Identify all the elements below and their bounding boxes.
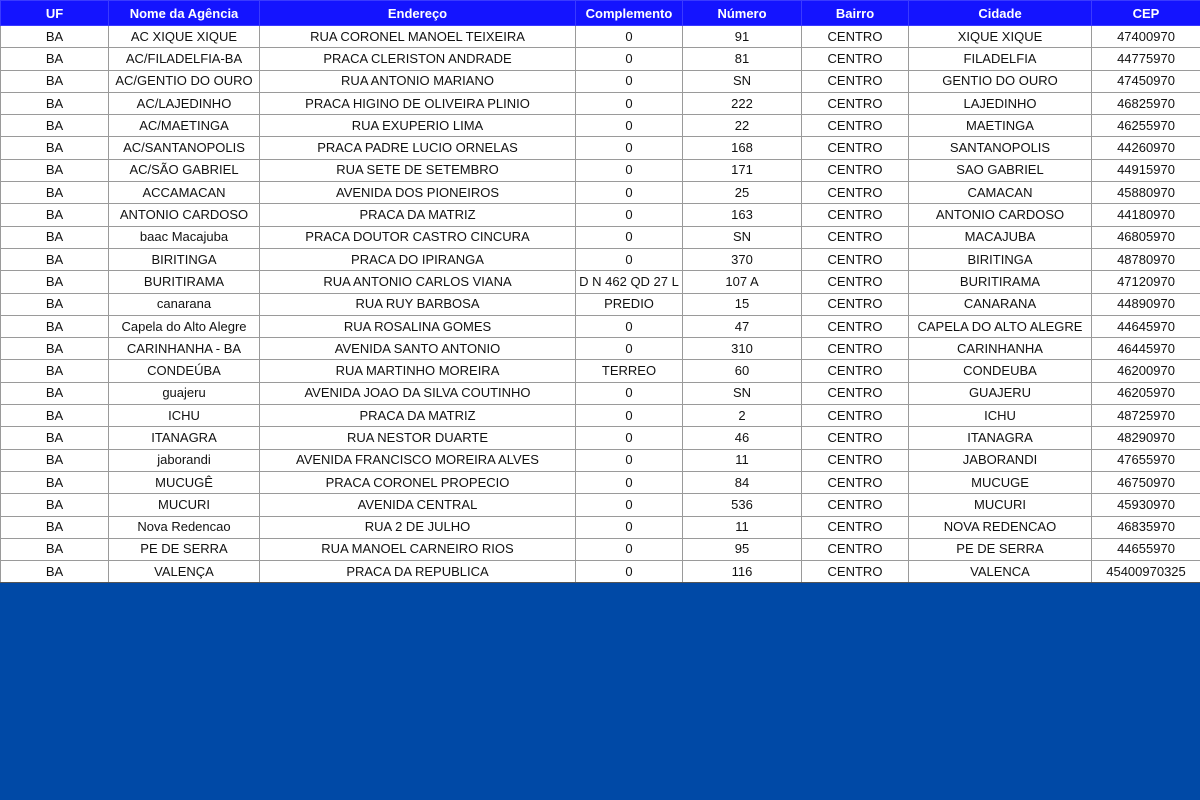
uf-cell[interactable]: BA [1, 315, 109, 337]
complement-cell[interactable]: 0 [576, 315, 683, 337]
complement-cell[interactable]: 0 [576, 516, 683, 538]
number-cell[interactable]: 22 [683, 115, 802, 137]
complement-cell[interactable]: 0 [576, 382, 683, 404]
complement-cell[interactable]: 0 [576, 538, 683, 560]
agency-name-cell[interactable]: BIRITINGA [109, 248, 260, 270]
city-cell[interactable]: MUCUGE [909, 471, 1092, 493]
city-cell[interactable]: ICHU [909, 405, 1092, 427]
number-cell[interactable]: 116 [683, 561, 802, 583]
agency-name-cell[interactable]: jaborandi [109, 449, 260, 471]
number-cell[interactable]: 163 [683, 204, 802, 226]
cep-cell[interactable]: 47450970 [1092, 70, 1200, 92]
cep-cell[interactable]: 46750970 [1092, 471, 1200, 493]
table-row [1, 516, 1200, 538]
uf-cell[interactable]: BA [1, 338, 109, 360]
address-cell[interactable]: PRACA PADRE LUCIO ORNELAS [260, 137, 576, 159]
empty-blue-area [0, 584, 1200, 800]
complement-cell[interactable]: 0 [576, 204, 683, 226]
city-cell[interactable]: XIQUE XIQUE [909, 26, 1092, 48]
neighborhood-cell[interactable]: CENTRO [802, 516, 909, 538]
city-cell[interactable]: CANARANA [909, 293, 1092, 315]
neighborhood-cell[interactable]: CENTRO [802, 405, 909, 427]
complement-cell[interactable]: PREDIO [576, 293, 683, 315]
complement-cell[interactable]: 0 [576, 137, 683, 159]
table-row [1, 293, 1200, 315]
table-body [1, 26, 1200, 583]
city-cell[interactable]: FILADELFIA [909, 48, 1092, 70]
address-cell[interactable]: AVENIDA JOAO DA SILVA COUTINHO [260, 382, 576, 404]
cep-cell[interactable]: 44180970 [1092, 204, 1200, 226]
number-cell[interactable]: 91 [683, 26, 802, 48]
cep-cell[interactable]: 45880970 [1092, 182, 1200, 204]
agency-name-cell[interactable]: guajeru [109, 382, 260, 404]
address-cell[interactable]: AVENIDA SANTO ANTONIO [260, 338, 576, 360]
city-cell[interactable]: MACAJUBA [909, 226, 1092, 248]
table-row [1, 159, 1200, 181]
table-row [1, 26, 1200, 48]
address-cell[interactable]: RUA ANTONIO MARIANO [260, 70, 576, 92]
city-cell[interactable]: BURITIRAMA [909, 271, 1092, 293]
uf-cell[interactable]: BA [1, 159, 109, 181]
uf-cell[interactable]: BA [1, 137, 109, 159]
header-uf[interactable]: UF [1, 1, 109, 26]
table-row [1, 315, 1200, 337]
complement-cell[interactable]: 0 [576, 48, 683, 70]
address-cell[interactable]: RUA MARTINHO MOREIRA [260, 360, 576, 382]
number-cell[interactable]: 11 [683, 516, 802, 538]
header-agency-name[interactable]: Nome da Agência [109, 1, 260, 26]
neighborhood-cell[interactable]: CENTRO [802, 338, 909, 360]
neighborhood-cell[interactable]: CENTRO [802, 494, 909, 516]
table-row [1, 360, 1200, 382]
number-cell[interactable]: 11 [683, 449, 802, 471]
uf-cell[interactable]: BA [1, 382, 109, 404]
header-row [1, 1, 1200, 26]
address-cell[interactable]: AVENIDA CENTRAL [260, 494, 576, 516]
agency-name-cell[interactable]: AC/GENTIO DO OURO [109, 70, 260, 92]
address-cell[interactable]: RUA NESTOR DUARTE [260, 427, 576, 449]
city-cell[interactable]: GUAJERU [909, 382, 1092, 404]
city-cell[interactable]: CONDEUBA [909, 360, 1092, 382]
address-cell[interactable]: RUA CORONEL MANOEL TEIXEIRA [260, 26, 576, 48]
complement-cell[interactable]: 0 [576, 449, 683, 471]
cep-cell[interactable]: 44655970 [1092, 538, 1200, 560]
city-cell[interactable]: JABORANDI [909, 449, 1092, 471]
number-cell[interactable]: 370 [683, 248, 802, 270]
cep-cell[interactable]: 45930970 [1092, 494, 1200, 516]
cep-cell[interactable]: 46200970 [1092, 360, 1200, 382]
agency-name-cell[interactable]: BURITIRAMA [109, 271, 260, 293]
header-neighborhood[interactable]: Bairro [802, 1, 909, 26]
city-cell[interactable]: CAMACAN [909, 182, 1092, 204]
cep-cell[interactable]: 46835970 [1092, 516, 1200, 538]
agency-name-cell[interactable]: CARINHANHA - BA [109, 338, 260, 360]
neighborhood-cell[interactable]: CENTRO [802, 449, 909, 471]
agency-name-cell[interactable]: MUCURI [109, 494, 260, 516]
number-cell[interactable]: 222 [683, 92, 802, 114]
cep-cell[interactable]: 46445970 [1092, 338, 1200, 360]
table-row [1, 115, 1200, 137]
cep-cell[interactable]: 48780970 [1092, 248, 1200, 270]
city-cell[interactable]: LAJEDINHO [909, 92, 1092, 114]
agency-name-cell[interactable]: ACCAMACAN [109, 182, 260, 204]
cep-cell[interactable]: 44890970 [1092, 293, 1200, 315]
neighborhood-cell[interactable]: CENTRO [802, 271, 909, 293]
address-cell[interactable]: RUA ANTONIO CARLOS VIANA [260, 271, 576, 293]
complement-cell[interactable]: 0 [576, 248, 683, 270]
table-row [1, 271, 1200, 293]
city-cell[interactable]: GENTIO DO OURO [909, 70, 1092, 92]
neighborhood-cell[interactable]: CENTRO [802, 538, 909, 560]
cep-cell[interactable]: 44775970 [1092, 48, 1200, 70]
table-row [1, 338, 1200, 360]
city-cell[interactable]: CAPELA DO ALTO ALEGRE [909, 315, 1092, 337]
header-address[interactable]: Endereço [260, 1, 576, 26]
city-cell[interactable]: VALENCA [909, 561, 1092, 583]
header-city[interactable]: Cidade [909, 1, 1092, 26]
agency-name-cell[interactable]: AC/SÃO GABRIEL [109, 159, 260, 181]
number-cell[interactable]: 95 [683, 538, 802, 560]
neighborhood-cell[interactable]: CENTRO [802, 248, 909, 270]
uf-cell[interactable]: BA [1, 204, 109, 226]
agency-name-cell[interactable]: ICHU [109, 405, 260, 427]
complement-cell[interactable]: 0 [576, 26, 683, 48]
neighborhood-cell[interactable]: CENTRO [802, 92, 909, 114]
number-cell[interactable]: 168 [683, 137, 802, 159]
address-cell[interactable]: RUA SETE DE SETEMBRO [260, 159, 576, 181]
neighborhood-cell[interactable]: CENTRO [802, 427, 909, 449]
address-cell[interactable]: AVENIDA DOS PIONEIROS [260, 182, 576, 204]
neighborhood-cell[interactable]: CENTRO [802, 561, 909, 583]
table-row [1, 382, 1200, 404]
neighborhood-cell[interactable]: CENTRO [802, 182, 909, 204]
neighborhood-cell[interactable]: CENTRO [802, 26, 909, 48]
number-cell[interactable]: 536 [683, 494, 802, 516]
city-cell[interactable]: BIRITINGA [909, 248, 1092, 270]
number-cell[interactable]: 15 [683, 293, 802, 315]
table-row [1, 427, 1200, 449]
header-cep[interactable]: CEP [1092, 1, 1200, 26]
table-row [1, 248, 1200, 270]
cep-cell[interactable]: 46205970 [1092, 382, 1200, 404]
neighborhood-cell[interactable]: CENTRO [802, 115, 909, 137]
number-cell[interactable]: 60 [683, 360, 802, 382]
neighborhood-cell[interactable]: CENTRO [802, 471, 909, 493]
address-cell[interactable]: PRACA DA MATRIZ [260, 204, 576, 226]
number-cell[interactable]: 47 [683, 315, 802, 337]
city-cell[interactable]: ITANAGRA [909, 427, 1092, 449]
agency-name-cell[interactable]: AC/SANTANOPOLIS [109, 137, 260, 159]
cep-cell[interactable]: 47120970 [1092, 271, 1200, 293]
complement-cell[interactable]: 0 [576, 338, 683, 360]
uf-cell[interactable]: BA [1, 293, 109, 315]
complement-cell[interactable]: 0 [576, 405, 683, 427]
city-cell[interactable]: MAETINGA [909, 115, 1092, 137]
number-cell[interactable]: 107 A [683, 271, 802, 293]
uf-cell[interactable]: BA [1, 92, 109, 114]
neighborhood-cell[interactable]: CENTRO [802, 382, 909, 404]
table-row [1, 48, 1200, 70]
agency-name-cell[interactable]: MUCUGÊ [109, 471, 260, 493]
address-cell[interactable]: PRACA DOUTOR CASTRO CINCURA [260, 226, 576, 248]
complement-cell[interactable]: 0 [576, 182, 683, 204]
uf-cell[interactable]: BA [1, 226, 109, 248]
cep-cell[interactable]: 45400970325 [1092, 561, 1200, 583]
table-row [1, 137, 1200, 159]
table-row [1, 405, 1200, 427]
complement-cell[interactable]: 0 [576, 115, 683, 137]
uf-cell[interactable]: BA [1, 26, 109, 48]
neighborhood-cell[interactable]: CENTRO [802, 360, 909, 382]
cep-cell[interactable]: 46805970 [1092, 226, 1200, 248]
cep-cell[interactable]: 47400970 [1092, 26, 1200, 48]
neighborhood-cell[interactable]: CENTRO [802, 70, 909, 92]
uf-cell[interactable]: BA [1, 48, 109, 70]
complement-cell[interactable]: 0 [576, 159, 683, 181]
agency-name-cell[interactable]: Capela do Alto Alegre [109, 315, 260, 337]
uf-cell[interactable]: BA [1, 248, 109, 270]
address-cell[interactable]: AVENIDA FRANCISCO MOREIRA ALVES [260, 449, 576, 471]
uf-cell[interactable]: BA [1, 360, 109, 382]
number-cell[interactable]: SN [683, 70, 802, 92]
uf-cell[interactable]: BA [1, 405, 109, 427]
agency-name-cell[interactable]: canarana [109, 293, 260, 315]
number-cell[interactable]: 81 [683, 48, 802, 70]
agency-name-cell[interactable]: VALENÇA [109, 561, 260, 583]
complement-cell[interactable]: 0 [576, 561, 683, 583]
number-cell[interactable]: 25 [683, 182, 802, 204]
address-cell[interactable]: PRACA HIGINO DE OLIVEIRA PLINIO [260, 92, 576, 114]
uf-cell[interactable]: BA [1, 271, 109, 293]
uf-cell[interactable]: BA [1, 494, 109, 516]
neighborhood-cell[interactable]: CENTRO [802, 48, 909, 70]
cep-cell[interactable]: 44915970 [1092, 159, 1200, 181]
agency-name-cell[interactable]: AC/LAJEDINHO [109, 92, 260, 114]
address-cell[interactable]: RUA 2 DE JULHO [260, 516, 576, 538]
table-row [1, 70, 1200, 92]
agency-name-cell[interactable]: AC/FILADELFIA-BA [109, 48, 260, 70]
cep-cell[interactable]: 44260970 [1092, 137, 1200, 159]
complement-cell[interactable]: 0 [576, 226, 683, 248]
complement-cell[interactable]: 0 [576, 92, 683, 114]
address-cell[interactable]: RUA MANOEL CARNEIRO RIOS [260, 538, 576, 560]
cep-cell[interactable]: 47655970 [1092, 449, 1200, 471]
address-cell[interactable]: PRACA CLERISTON ANDRADE [260, 48, 576, 70]
cep-cell[interactable]: 48725970 [1092, 405, 1200, 427]
neighborhood-cell[interactable]: CENTRO [802, 204, 909, 226]
neighborhood-cell[interactable]: CENTRO [802, 293, 909, 315]
city-cell[interactable]: SAO GABRIEL [909, 159, 1092, 181]
number-cell[interactable]: 310 [683, 338, 802, 360]
table-row [1, 226, 1200, 248]
cep-cell[interactable]: 46825970 [1092, 92, 1200, 114]
uf-cell[interactable]: BA [1, 70, 109, 92]
agency-name-cell[interactable]: AC XIQUE XIQUE [109, 26, 260, 48]
table-row [1, 494, 1200, 516]
address-cell[interactable]: RUA RUY BARBOSA [260, 293, 576, 315]
complement-cell[interactable]: 0 [576, 70, 683, 92]
city-cell[interactable]: SANTANOPOLIS [909, 137, 1092, 159]
agency-name-cell[interactable]: PE DE SERRA [109, 538, 260, 560]
table-row [1, 561, 1200, 583]
complement-cell[interactable]: 0 [576, 471, 683, 493]
uf-cell[interactable]: BA [1, 516, 109, 538]
neighborhood-cell[interactable]: CENTRO [802, 159, 909, 181]
table-row [1, 204, 1200, 226]
uf-cell[interactable]: BA [1, 538, 109, 560]
number-cell[interactable]: 84 [683, 471, 802, 493]
uf-cell[interactable]: BA [1, 427, 109, 449]
address-cell[interactable]: PRACA DO IPIRANGA [260, 248, 576, 270]
address-cell[interactable]: PRACA CORONEL PROPECIO [260, 471, 576, 493]
address-cell[interactable]: RUA ROSALINA GOMES [260, 315, 576, 337]
uf-cell[interactable]: BA [1, 561, 109, 583]
neighborhood-cell[interactable]: CENTRO [802, 226, 909, 248]
cep-cell[interactable]: 48290970 [1092, 427, 1200, 449]
table-row [1, 92, 1200, 114]
number-cell[interactable]: SN [683, 226, 802, 248]
number-cell[interactable]: 2 [683, 405, 802, 427]
number-cell[interactable]: SN [683, 382, 802, 404]
header-number[interactable]: Número [683, 1, 802, 26]
city-cell[interactable]: MUCURI [909, 494, 1092, 516]
address-cell[interactable]: PRACA DA REPUBLICA [260, 561, 576, 583]
header-complement[interactable]: Complemento [576, 1, 683, 26]
neighborhood-cell[interactable]: CENTRO [802, 315, 909, 337]
complement-cell[interactable]: TERREO [576, 360, 683, 382]
uf-cell[interactable]: BA [1, 449, 109, 471]
agency-name-cell[interactable]: ANTONIO CARDOSO [109, 204, 260, 226]
complement-cell[interactable]: 0 [576, 427, 683, 449]
table-row [1, 538, 1200, 560]
agency-name-cell[interactable]: CONDEÚBA [109, 360, 260, 382]
neighborhood-cell[interactable]: CENTRO [802, 137, 909, 159]
uf-cell[interactable]: BA [1, 182, 109, 204]
city-cell[interactable]: PE DE SERRA [909, 538, 1092, 560]
agency-name-cell[interactable]: ITANAGRA [109, 427, 260, 449]
cep-cell[interactable]: 46255970 [1092, 115, 1200, 137]
table-row [1, 471, 1200, 493]
complement-cell[interactable]: D N 462 QD 27 L [576, 271, 683, 293]
number-cell[interactable]: 171 [683, 159, 802, 181]
city-cell[interactable]: NOVA REDENCAO [909, 516, 1092, 538]
table-row [1, 182, 1200, 204]
uf-cell[interactable]: BA [1, 115, 109, 137]
city-cell[interactable]: ANTONIO CARDOSO [909, 204, 1092, 226]
uf-cell[interactable]: BA [1, 471, 109, 493]
table-row [1, 449, 1200, 471]
agency-name-cell[interactable]: Nova Redencao [109, 516, 260, 538]
city-cell[interactable]: CARINHANHA [909, 338, 1092, 360]
cep-cell[interactable]: 44645970 [1092, 315, 1200, 337]
address-cell[interactable]: RUA EXUPERIO LIMA [260, 115, 576, 137]
number-cell[interactable]: 46 [683, 427, 802, 449]
address-cell[interactable]: PRACA DA MATRIZ [260, 405, 576, 427]
complement-cell[interactable]: 0 [576, 494, 683, 516]
agency-name-cell[interactable]: AC/MAETINGA [109, 115, 260, 137]
agency-name-cell[interactable]: baac Macajuba [109, 226, 260, 248]
